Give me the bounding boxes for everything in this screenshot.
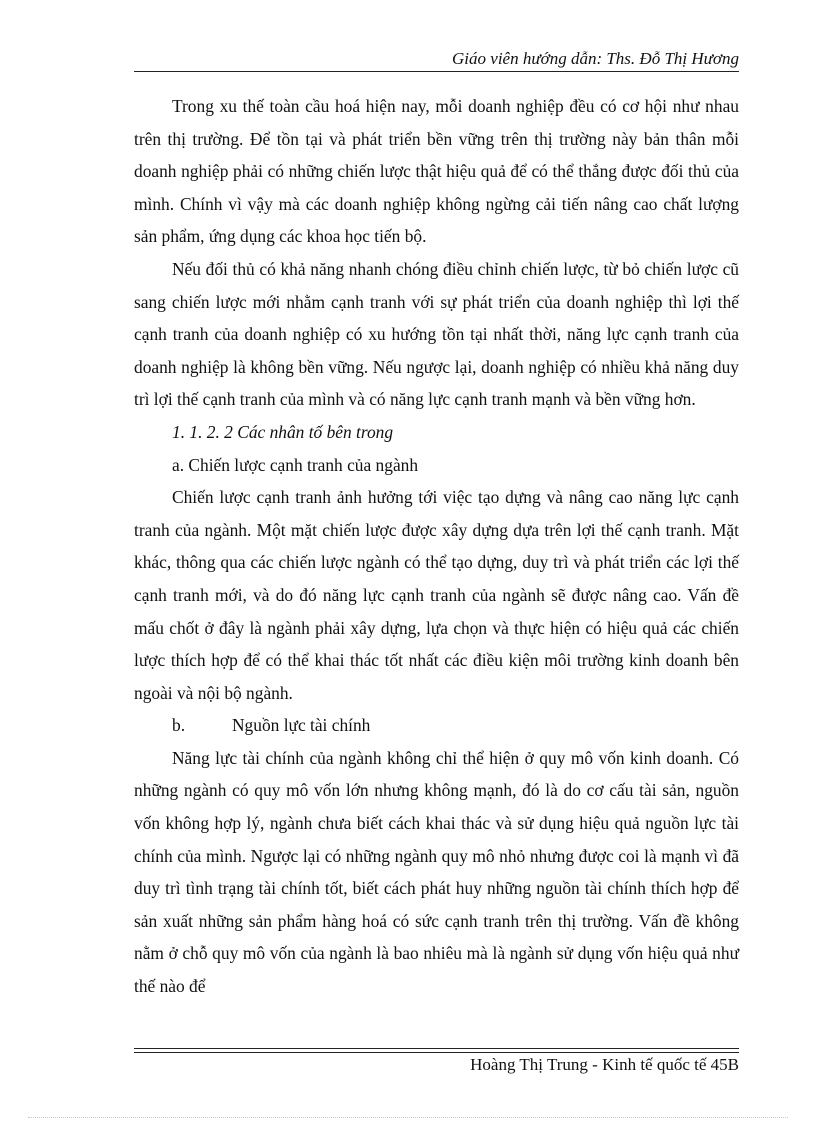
section-heading: 1. 1. 2. 2 Các nhân tố bên trong (172, 421, 394, 442)
footer-divider (134, 1048, 739, 1053)
subheading-b (134, 709, 739, 742)
page-bottom-border (28, 1117, 788, 1118)
subheading-a: a. Chiến lược cạnh tranh của ngành (172, 454, 419, 475)
page-footer-author: Hoàng Thị Trung - Kinh tế quốc tế 45B (470, 1055, 739, 1074)
subheading-b-marker: b. (172, 715, 186, 736)
paragraph-4: Năng lực tài chính của ngành không chỉ thể hiện ở quy mô vốn kinh doanh. Có những ngành có quy mô vốn lớn nhưng không mạnh, đó là do cơ cấu tài sản, nguồn vốn không hợp lý, ngành chưa biết cách khai thác và sử dụng hiệu quả nguồn lực tài chính của mình. Ngược lại có những ngành quy mô nhỏ nhưng được coi là mạnh vì đã duy trì tình trạng tài chính tốt, biết cách phát huy những nguồn tài chính thích hợp để sản xuất những sản phẩm hàng hoá có sức cạnh tranh trên thị trường. Vấn đề không nằm ở chỗ quy mô vốn của ngành là bao nhiêu mà là ngành sử dụng vốn hiệu quả như thế nào để (134, 747, 739, 997)
paragraph-2: Nếu đối thủ có khả năng nhanh chóng điều chỉnh chiến lược, từ bỏ chiến lược cũ sang chiến lược mới nhằm cạnh tranh với sự phát triển của doanh nghiệp thì lợi thế cạnh tranh của doanh nghiệp có xu hướng tồn tại nhất thời, năng lực cạnh tranh của doanh nghiệp là không bền vững. Nếu ngược lại, doanh nghiệp có nhiều khả năng duy trì lợi thế cạnh tranh của mình và có năng lực cạnh tranh mạnh và bền vững hơn. (134, 258, 739, 410)
page-header-advisor: Giáo viên hướng dẫn: Ths. Đỗ Thị Hương (452, 49, 739, 68)
header-divider (134, 71, 739, 72)
paragraph-3: Chiến lược cạnh tranh ảnh hưởng tới việc tạo dựng và nâng cao năng lực cạnh tranh của ngành. Một mặt chiến lược được xây dựng dựa trên lợi thế cạnh tranh. Mặt khác, thông qua các chiến lược ngành có thể tạo dựng, duy trì và phát triển các lợi thế cạnh tranh mới, và do đó năng lực cạnh tranh của ngành sẽ được nâng cao. Vấn đề mấu chốt ở đây là ngành phải xây dựng, lựa chọn và thực hiện có hiệu quả các chiến lược thích hợp để có thể khai thác tốt nhất các điều kiện môi trường kinh doanh bên ngoài và nội bộ ngành. (134, 487, 739, 703)
subheading-b-label: Nguồn lực tài chính (232, 715, 371, 736)
document-body (134, 90, 739, 1003)
paragraph-1: Trong xu thế toàn cầu hoá hiện nay, mỗi doanh nghiệp đều có cơ hội như nhau trên thị trường. Để tồn tại và phát triển bền vững trên thị trường này bản thân mỗi doanh nghiệp phải có những chiến lược thật hiệu quả để có thể thắng được đối thủ của mình. Chính vì vậy mà các doanh nghiệp không ngừng cải tiến nâng cao chất lượng sản phẩm, ứng dụng các khoa học tiến bộ. (134, 96, 739, 247)
